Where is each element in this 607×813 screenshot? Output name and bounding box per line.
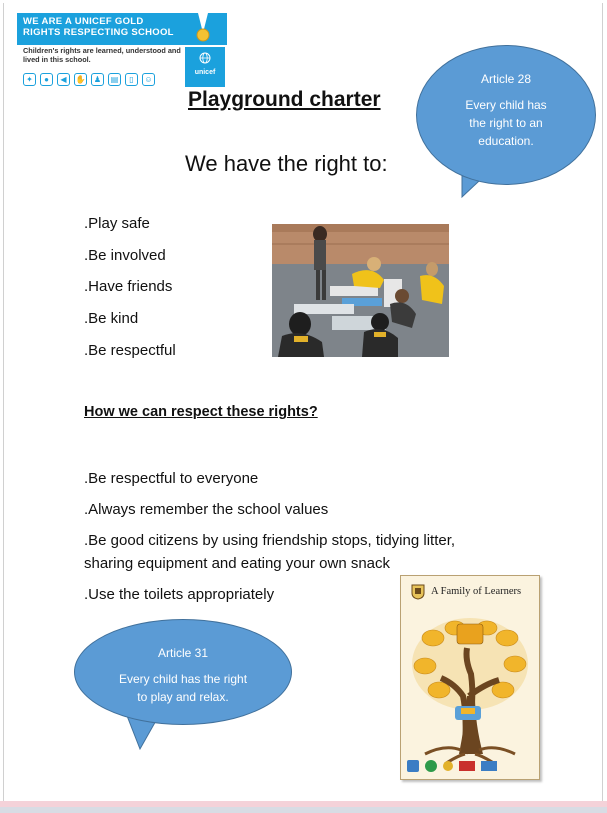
globe-icon: ●: [40, 73, 53, 86]
page-title: Playground charter: [188, 88, 381, 111]
banner-line-1: WE ARE A UNICEF GOLD: [23, 16, 144, 27]
logo-icon: [459, 761, 475, 771]
logo-icon: [481, 761, 497, 771]
article-28-bubble: [416, 45, 596, 185]
list-item: .Be involved: [84, 246, 166, 264]
family-of-learners-poster: [400, 575, 540, 780]
hands-icon: ✋: [75, 75, 86, 84]
logo-icon: [407, 760, 419, 772]
list-item: .Be kind: [84, 310, 139, 328]
banner-tagline: Children's rights are learned, understood and lived in this school.: [23, 46, 181, 64]
list-item: .Always remember the school values: [84, 501, 329, 518]
tree-illustration: [405, 604, 535, 774]
lightbulb-icon: ✦: [23, 73, 36, 86]
photo-illustration: [272, 224, 449, 357]
list-item: .Use the toilets appropriately: [84, 586, 275, 603]
list-item: .Play safe: [84, 215, 150, 232]
banner-line-2: RIGHTS RESPECTING SCHOOL: [23, 27, 174, 38]
book-icon: ▤: [108, 73, 121, 86]
unicef-logo: [185, 47, 225, 87]
unicef-banner: [17, 13, 227, 91]
page-subtitle: We have the right to:: [185, 151, 388, 176]
list-item: .Be respectful: [84, 341, 176, 359]
section-heading: How we can respect these rights?: [84, 404, 318, 420]
list-item: .Be respectful to everyone: [84, 470, 259, 487]
poster-logos-row: [407, 758, 533, 774]
article-31-bubble: [74, 619, 292, 725]
article-28-line: education.: [478, 134, 534, 148]
list-item: .Have friends: [84, 278, 173, 296]
poster-title: A Family of Learners: [431, 586, 522, 597]
article-31-line: Every child has the right: [118, 672, 248, 686]
school-crest-icon: [411, 584, 425, 600]
gold-medal-icon: [195, 13, 211, 43]
unicef-logo-text: unicef: [194, 69, 216, 76]
article-28-line: the right to an: [469, 116, 543, 130]
logo-icon: [443, 761, 453, 771]
rights-icons-row: [23, 73, 155, 87]
child-icon: ☺: [142, 73, 155, 86]
person-icon: ♟: [91, 73, 104, 86]
speech-bubble-tail-cover: [456, 158, 496, 172]
article-31-heading: Article 31: [157, 646, 209, 660]
megaphone-icon: ◀: [57, 73, 70, 86]
unicef-globe-icon: [199, 52, 211, 64]
list-item: .Be good citizens by using friendship stops, tidying litter, sharing equipment and eating your own snack: [84, 532, 456, 572]
page-bottom-divider: [0, 807, 607, 813]
rights-list: [84, 213, 176, 371]
article-28-line: Every child has: [465, 98, 547, 112]
children-playing-photo: [272, 224, 449, 357]
article-28-heading: Article 28: [480, 72, 532, 86]
logo-icon: [425, 760, 437, 772]
article-31-line: to play and relax.: [137, 690, 229, 704]
document-page: [3, 3, 603, 801]
phone-icon: ▯: [125, 73, 138, 86]
